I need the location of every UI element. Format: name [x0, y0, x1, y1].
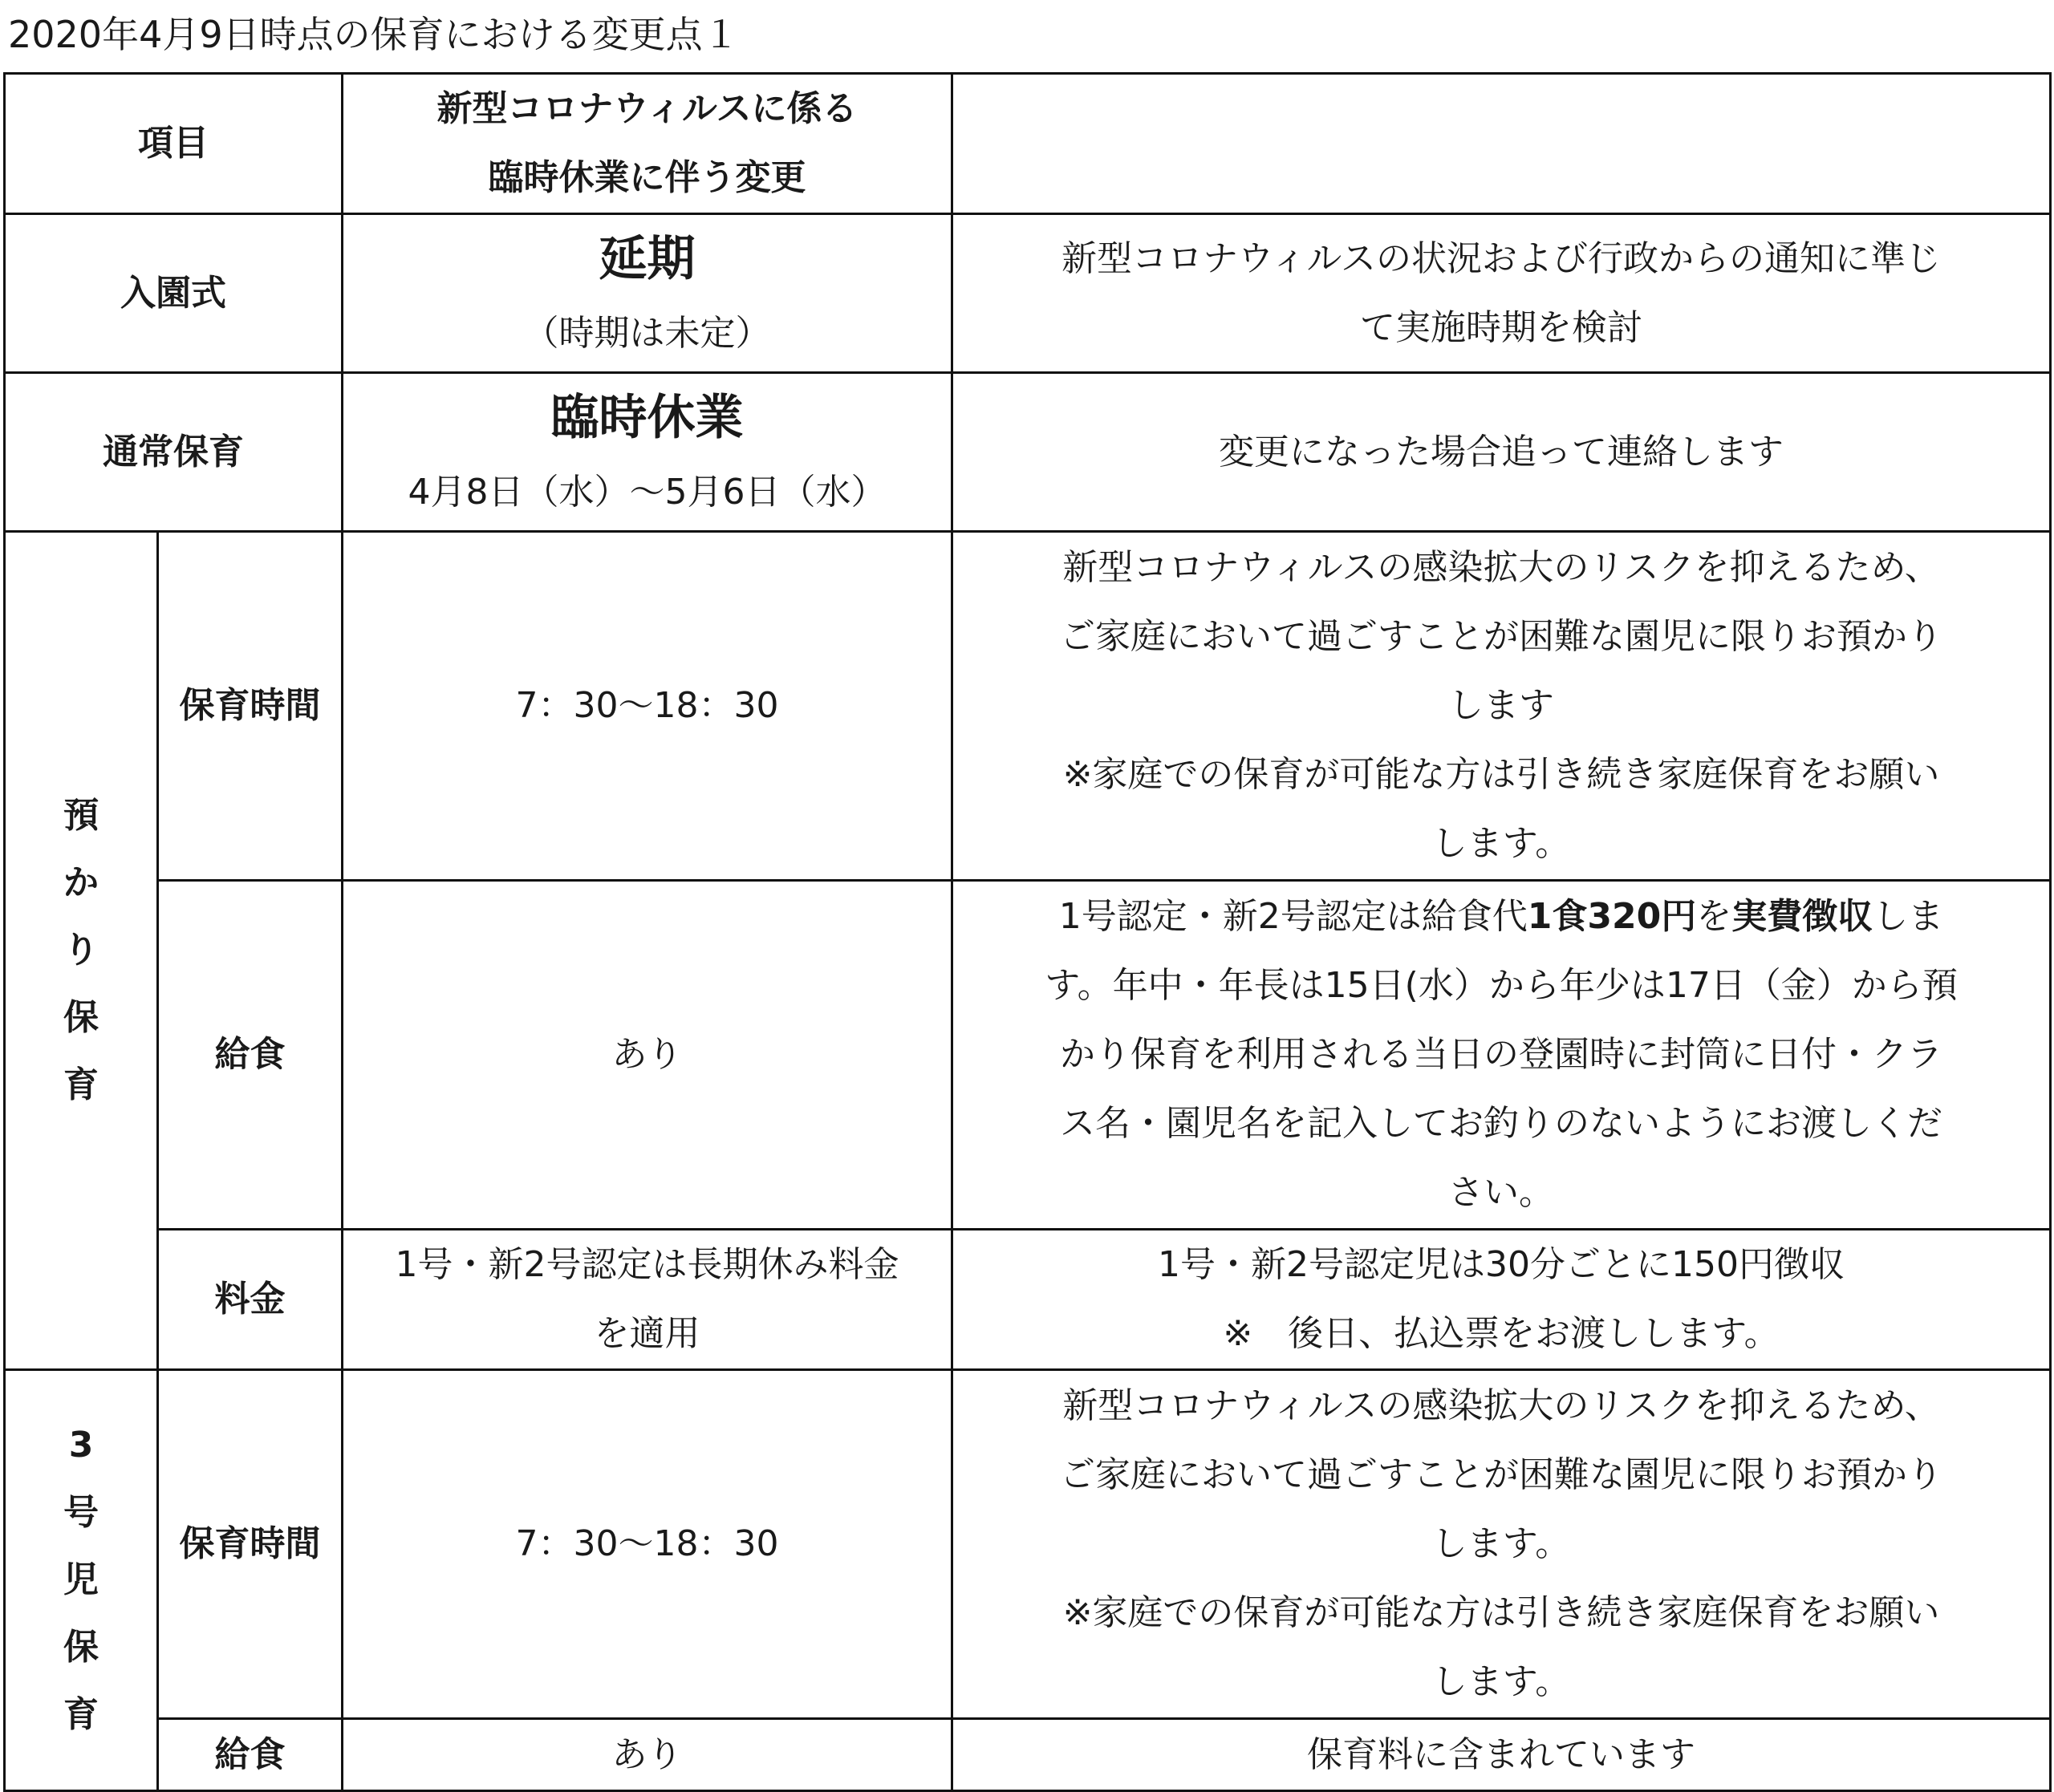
nyuenshiki-label: 入園式: [5, 214, 343, 373]
note-line: さい。: [1448, 1172, 1554, 1213]
row-azukari-hours: [5, 532, 2051, 881]
azukari-fee-label: 料金: [158, 1230, 343, 1370]
azukari-fee-value: [343, 1230, 952, 1370]
fee-value-line2: を適用: [594, 1313, 700, 1354]
azukari-meal-value: あり: [343, 881, 952, 1230]
note-text: 1号認定・新2号認定は給食代: [1058, 896, 1528, 937]
nyuenshiki-note: [952, 214, 2051, 373]
sango-hours-note: [952, 1370, 2051, 1719]
row-nyuenshiki: [5, 214, 2051, 373]
note-line: ご家庭において過ごすことが困難な園児に限りお預かり: [1060, 616, 1942, 657]
row-azukari-meal: [5, 881, 2051, 1230]
note-line: します: [1448, 685, 1554, 726]
azukari-hours-note: [952, 532, 2051, 881]
note-line-first: [960, 882, 2043, 951]
note-line: します。: [1431, 1523, 1571, 1564]
sango-group-char: 3: [68, 1425, 94, 1466]
note-line: ※家庭での保育が可能な方は引き続き家庭保育をお願い: [1062, 754, 1940, 795]
azukari-hours-label: 保育時間: [158, 532, 343, 881]
sango-group-char: 号: [63, 1492, 99, 1533]
row-tsujo: [5, 373, 2051, 532]
fee-note-line1: 1号・新2号認定児は30分ごとに150円徴収: [1158, 1244, 1845, 1285]
nyuenshiki-note-line2: て実施時期を検討: [1360, 306, 1642, 348]
fee-note-line2: ※ 後日、払込票をお渡しします。: [1223, 1313, 1780, 1354]
nyuenshiki-status: 延期: [599, 230, 696, 287]
azukari-group-char: 保: [63, 997, 99, 1038]
header-item: 項目: [5, 74, 343, 214]
header-note: [952, 74, 2051, 214]
azukari-meal-note: [952, 881, 2051, 1230]
note-line: ※家庭での保育が可能な方は引き続き家庭保育をお願い: [1062, 1592, 1940, 1633]
sango-group-char: 保: [63, 1627, 99, 1668]
azukari-group-char: か: [63, 862, 99, 903]
azukari-group-char: 預: [63, 795, 99, 836]
sango-hours-value: 7：30～18：30: [343, 1370, 952, 1719]
nyuenshiki-note-line1: 新型コロナウィルスの状況および行政からの通知に準じ: [1061, 237, 1942, 279]
header-change-line1: 新型コロナウィルスに係る: [436, 88, 858, 129]
azukari-meal-label: 給食: [158, 881, 343, 1230]
tsujo-status: 臨時休業: [550, 389, 744, 446]
note-line: ス名・園児名を記入してお釣りのないようにお渡しくだ: [1060, 1103, 1942, 1144]
tsujo-note: 変更になった場合追って連絡します: [952, 373, 2051, 532]
azukari-group-char: 育: [63, 1064, 99, 1105]
nyuenshiki-status-cell: [343, 214, 952, 373]
fee-value-line1: 1号・新2号認定は長期休み料金: [395, 1244, 899, 1285]
note-emphasis-collect: 実費徴収: [1731, 896, 1873, 937]
page-caption: 2020年4月9日時点の保育における変更点１: [8, 13, 740, 56]
note-line: ご家庭において過ごすことが困難な園児に限りお預かり: [1060, 1454, 1942, 1495]
changes-table: [3, 72, 2052, 1792]
sango-meal-note: 保育料に含まれています: [952, 1719, 2051, 1791]
note-line: します。: [1431, 823, 1571, 864]
sango-meal-label: 給食: [158, 1719, 343, 1791]
note-line: 新型コロナウィルスの感染拡大のリスクを抑えるため、: [1062, 547, 1940, 588]
row-sango-hours: [5, 1370, 2051, 1719]
azukari-group-char: り: [63, 930, 99, 971]
note-text: しま: [1873, 896, 1944, 937]
sango-group-label: [5, 1370, 158, 1791]
note-line: かり保育を利用される当日の登園時に封筒に日付・クラ: [1060, 1034, 1942, 1075]
azukari-fee-note: [952, 1230, 2051, 1370]
sango-meal-value: あり: [343, 1719, 952, 1791]
header-row: [5, 74, 2051, 214]
tsujo-status-cell: [343, 373, 952, 532]
azukari-hours-value: 7：30～18：30: [343, 532, 952, 881]
row-azukari-fee: [5, 1230, 2051, 1370]
note-line: す。年中・年長は15日(水）から年少は17日（金）から預: [1045, 965, 1958, 1006]
note-text: を: [1696, 896, 1732, 937]
header-change: [343, 74, 952, 214]
note-line: 新型コロナウィルスの感染拡大のリスクを抑えるため、: [1062, 1385, 1940, 1426]
nyuenshiki-status-sub: （時期は未定）: [523, 312, 771, 354]
sango-group-char: 児: [63, 1559, 99, 1600]
sango-hours-label: 保育時間: [158, 1370, 343, 1719]
sango-group-char: 育: [63, 1694, 99, 1735]
header-change-line2: 臨時休業に伴う変更: [488, 157, 806, 198]
note-emphasis-price: 1食320円: [1527, 896, 1697, 937]
tsujo-label: 通常保育: [5, 373, 343, 532]
row-sango-meal: [5, 1719, 2051, 1791]
azukari-group-label: [5, 532, 158, 1370]
note-line: します。: [1431, 1661, 1571, 1702]
tsujo-status-sub: 4月8日（水）～5月6日（水）: [408, 471, 887, 513]
